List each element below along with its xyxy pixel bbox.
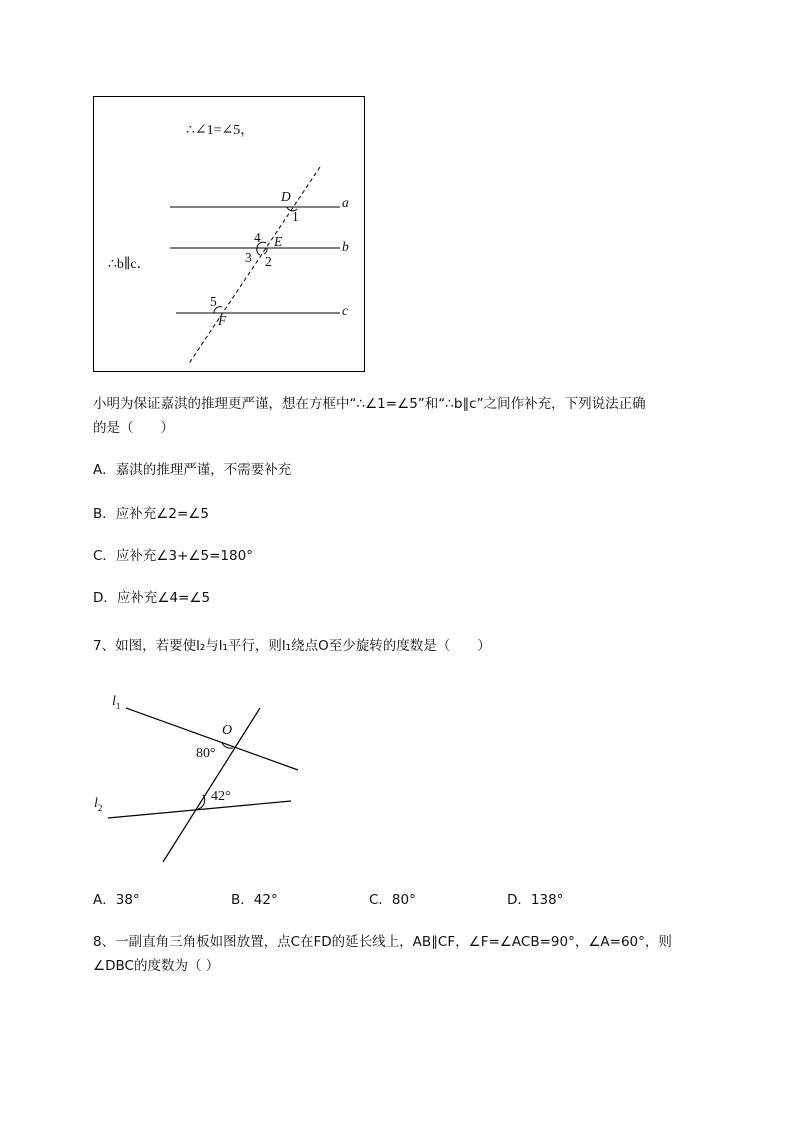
label-F: F xyxy=(218,313,227,328)
label-D: D xyxy=(281,189,291,204)
transversal-line xyxy=(188,167,320,365)
q7-options-row xyxy=(0,890,794,910)
q7-figure xyxy=(90,690,305,865)
label-l1: $l_1$ xyxy=(112,694,121,711)
q6-option-c: C．应补充∠3+∠5=180° xyxy=(93,548,253,564)
therefore-angle-text: ∴∠1=∠5， xyxy=(186,123,255,138)
q6-option-a: A．嘉淇的推理严谨，不需要补充 xyxy=(93,462,292,478)
label-E: E xyxy=(274,234,283,249)
angle-3-arc xyxy=(257,248,260,255)
q6-option-d: D．应补充∠4=∠5 xyxy=(93,590,211,606)
rotating-lines-diagram xyxy=(90,690,305,865)
label-2: 2 xyxy=(265,254,272,269)
transversal-line xyxy=(163,708,260,862)
label-c: c xyxy=(342,303,348,318)
q6-stem-line2: 的是（ ） xyxy=(93,420,174,436)
q8-stem-line1: 8、一副直角三角板如图放置，点C在FD的延长线上，AB∥CF，∠F=∠ACB=90°，∠A=60°，则 xyxy=(93,934,672,950)
q6-stem-line1: 小明为保证嘉淇的推理更严谨，想在方框中“∴∠1=∠5”和“∴b∥c”之间作补充，下列说法正确 xyxy=(93,396,646,412)
label-a: a xyxy=(342,195,349,210)
label-b: b xyxy=(342,239,349,254)
label-80-degrees: 80° xyxy=(196,746,216,761)
q8-stem-line2: ∠DBC的度数为（ ） xyxy=(93,958,220,974)
q7-option-b: B．42° xyxy=(231,892,278,908)
proof-figure-box xyxy=(93,96,365,372)
q7-option-d: D．138° xyxy=(507,892,564,908)
q7-option-a: A．38° xyxy=(93,892,140,908)
label-l2: $l_2$ xyxy=(94,796,103,813)
q7-stem: 7、如图，若要使l₂与l₁平行，则l₁绕点O至少旋转的度数是（ ） xyxy=(93,638,491,654)
label-42-degrees: 42° xyxy=(211,789,231,804)
label-5: 5 xyxy=(210,294,217,309)
label-O: O xyxy=(222,723,233,738)
q6-option-b: B．应补充∠2=∠5 xyxy=(93,506,209,522)
label-1: 1 xyxy=(292,209,299,224)
therefore-parallel-text: ∴b∥c． xyxy=(108,257,151,272)
q7-option-c: C．80° xyxy=(369,892,416,908)
label-3: 3 xyxy=(245,250,252,265)
label-4: 4 xyxy=(254,230,261,245)
